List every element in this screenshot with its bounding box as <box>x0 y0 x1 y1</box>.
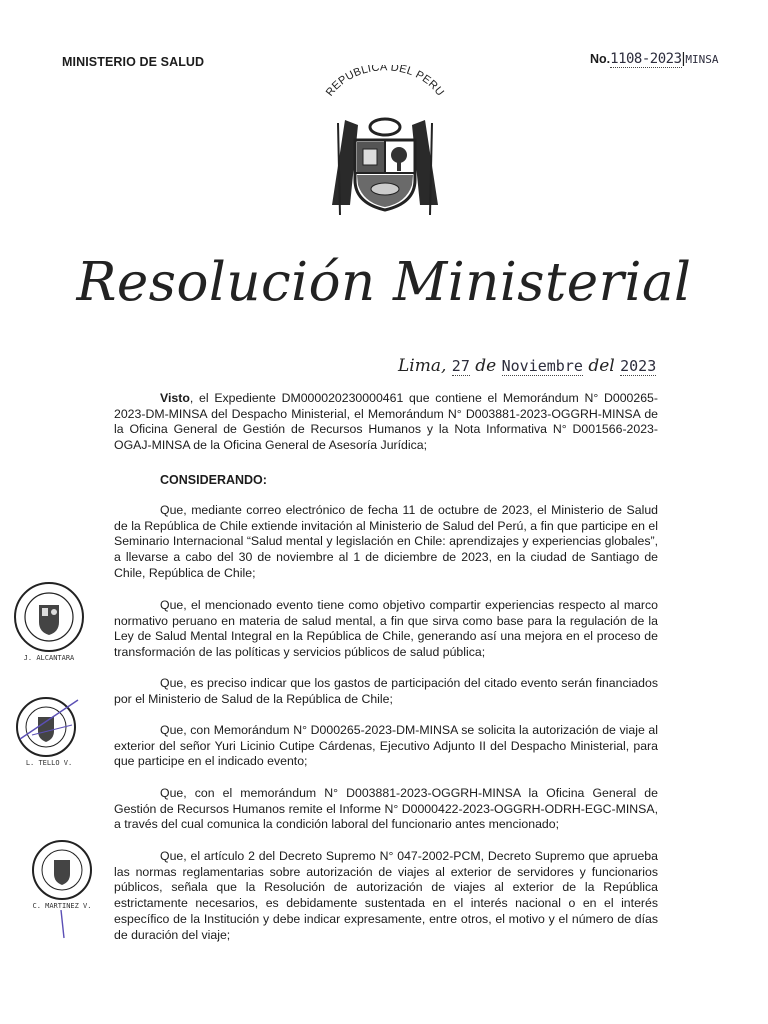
considerando-paragraph: Que, es preciso indicar que los gastos de participación del citado evento serán financiados por el Ministerio de Salud de la República de Chile; <box>114 676 658 706</box>
date-year: 2023 <box>620 357 657 375</box>
visto-paragraph <box>114 391 658 454</box>
ministry-name: MINISTERIO DE SALUD <box>62 55 205 69</box>
seal-name: C. MARTINEZ V. <box>32 902 92 910</box>
visto-text: , el Expediente DM000020230000461 que contiene el Memorándum N° D000265-2023-DM-MINSA del Despacho Ministerial, el Memorándum N° D003881-2023-OGGRH-MINSA de la Oficina General de Gestión de Recursos Humanos y la Nota Informativa N° D001566-2023-OGAJ-MINSA de la Oficina General de Asesoría Jurídica; <box>114 391 658 453</box>
considerando-paragraph: Que, con el memorándum N° D003881-2023-OGGRH-MINSA la Oficina General de Gestión de Recursos Humanos remite el Informe N° D0000422-2023-OGGRH-ODRH-EGC-MINSA, a través del cual comunica la condición laboral del funcionario antes mencionado; <box>114 786 658 832</box>
coat-of-arms-icon <box>310 65 460 215</box>
document-title: Resolución Ministerial <box>76 252 692 313</box>
number-suffix: MINSA <box>685 53 719 66</box>
date-place: Lima, <box>398 356 447 376</box>
considerando-paragraph: Que, el mencionado evento tiene como objetivo compartir experiencias respecto al marco normativo peruano en materia de salud mental, a fin que sirva como base para la regulación de la Ley de Salud Mental Integral en la República de Chile, generando así una mejora en el proceso de transformación de las políticas y servicios públicos de salud pública; <box>114 598 658 660</box>
date-day: 27 <box>451 357 470 375</box>
considerando-paragraph: Que, mediante correo electrónico de fecha 11 de octubre de 2023, el Ministerio de Salud de la República de Chile extiende invitación al Ministerio de Salud del Perú, a fin que participe en el Seminario Internacional “Salud mental y legislación en Chile: aprendizajes y experiencias globales”, a llevarse a cabo del 30 de noviembre al 1 de diciembre de 2023, en la ciudad de Santiago de Chile, República de Chile; <box>114 503 658 580</box>
date-month: Noviembre <box>501 357 583 375</box>
ministry-seal-icon <box>30 838 94 902</box>
seal-name: L. TELLO V. <box>25 759 73 767</box>
date-del: del <box>588 356 615 376</box>
ministry-seal-icon <box>12 580 86 654</box>
considerando-paragraph: Que, con Memorándum N° D000265-2023-DM-MINSA se solicita la autorización de viaje al exterior del señor Yuri Licinio Cutipe Cárdenas, Ejecutivo Adjunto II del Despacho Ministerial, para que participe en el indicado evento; <box>114 723 658 769</box>
visto-lead: Visto <box>160 391 190 405</box>
approval-seal <box>12 695 86 767</box>
date-line <box>398 356 656 376</box>
number-handwritten: 1108-2023 <box>610 51 682 67</box>
emblem-arc-text: REPUBLICA DEL PERU <box>323 65 447 99</box>
ministry-seal-icon <box>12 695 86 759</box>
date-de: de <box>475 356 497 376</box>
approval-seal <box>12 580 86 662</box>
svg-text:REPUBLICA DEL PERU <box>324 65 446 99</box>
considerando-heading: CONSIDERANDO: <box>160 473 267 487</box>
seal-name: J. ALCANTARA <box>23 654 75 662</box>
resolution-number: No.1108-2023|MINSA <box>590 50 719 67</box>
considerando-paragraph: Que, el artículo 2 del Decreto Supremo N° 047-2002-PCM, Decreto Supremo que aprueba las normas reglamentarias sobre autorización de viajes al exterior de servidores y funcionarios públicos, señala que la Resolución de autorización de viajes al exterior de la República estrictamente necesarios, es debidamente sustentada en el interés nacional o en el interés específico de la Institución y debe indicar expresamente, entre otros, el motivo y el número de días de duración del viaje; <box>114 849 658 942</box>
approval-seal <box>30 838 104 910</box>
number-label: No. <box>590 52 611 66</box>
